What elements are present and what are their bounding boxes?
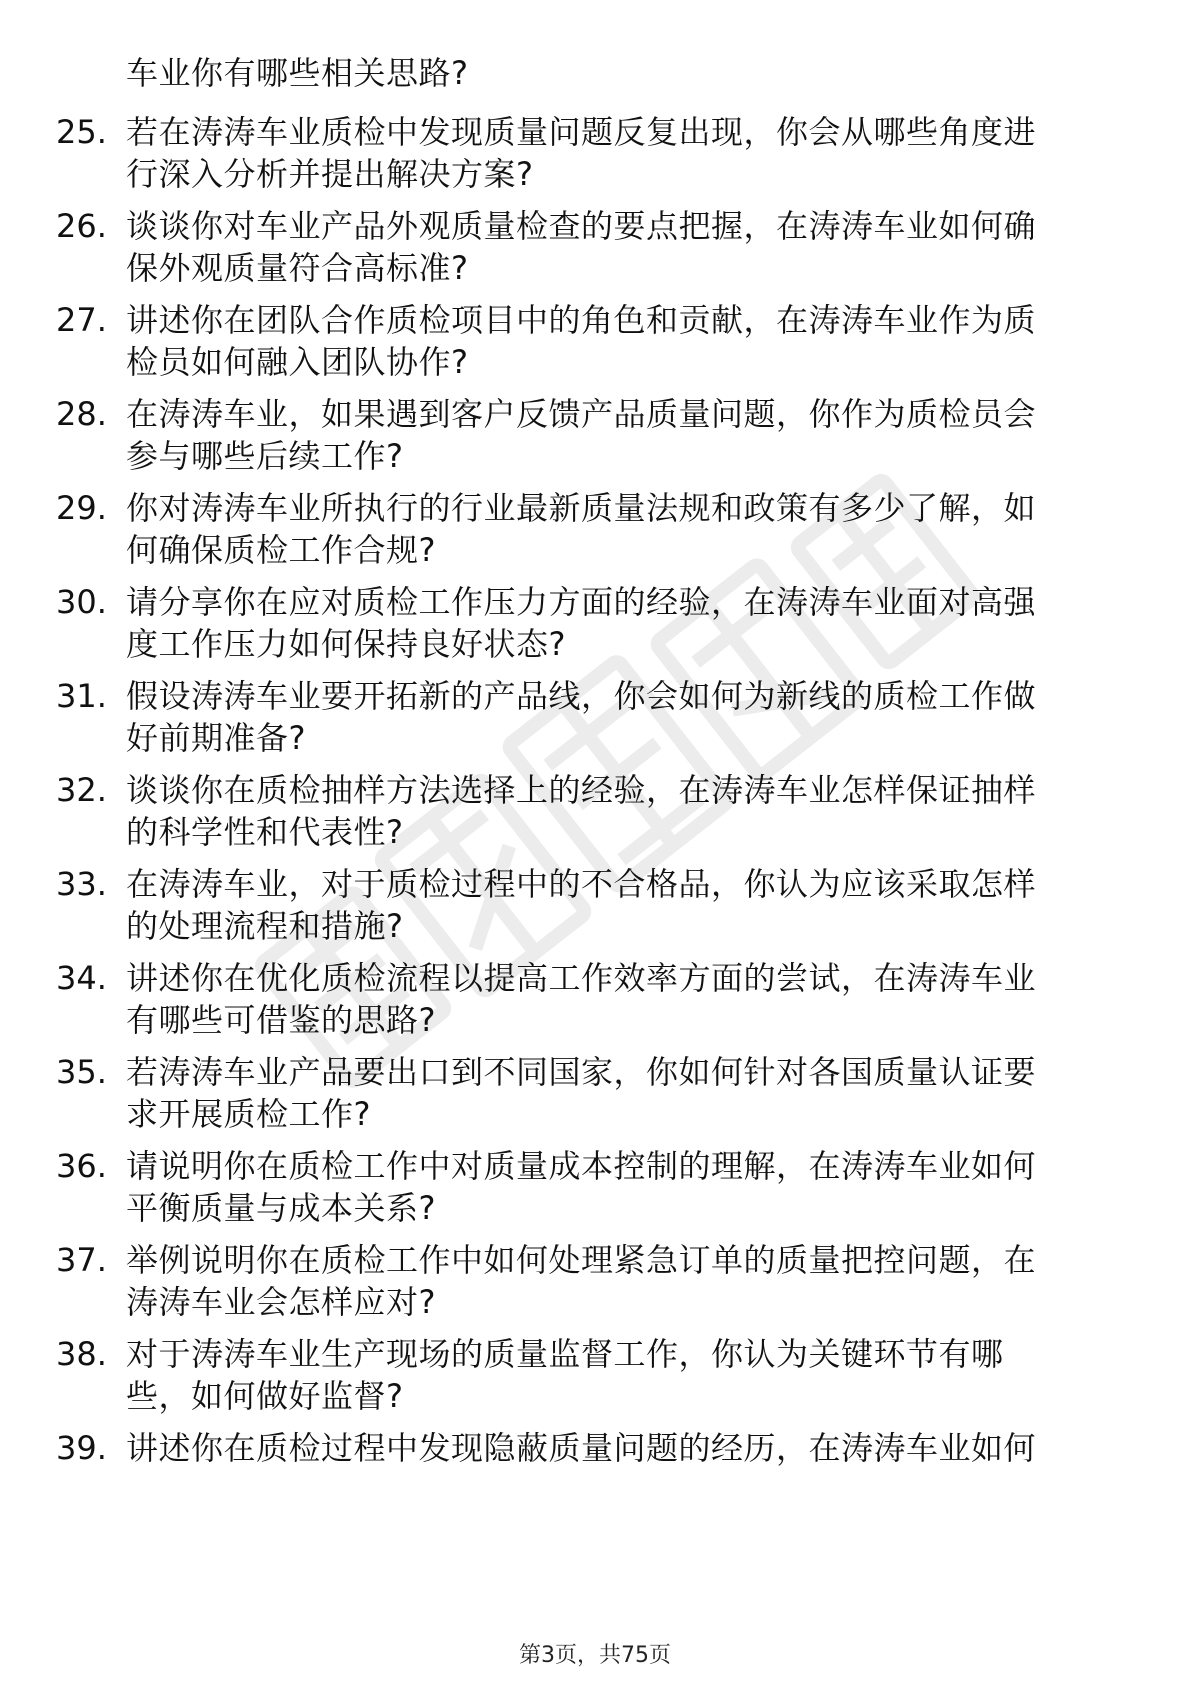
question-item bbox=[56, 957, 1136, 1043]
question-text bbox=[126, 1051, 1136, 1135]
question-line: 谈谈你在质检抽样方法选择上的经验，在涛涛车业怎样保证抽样 bbox=[126, 771, 1037, 809]
question-item bbox=[56, 1051, 1136, 1137]
question-line: 请分享你在应对质检工作压力方面的经验，在涛涛车业面对高强 bbox=[126, 583, 1037, 621]
question-number: 31. bbox=[56, 677, 107, 715]
question-line: 在涛涛车业，对于质检过程中的不合格品，你认为应该采取怎样 bbox=[126, 865, 1037, 903]
question-line: 假设涛涛车业要开拓新的产品线，你会如何为新线的质检工作做 bbox=[126, 677, 1037, 715]
question-line: 好前期准备? bbox=[126, 719, 306, 757]
question-text bbox=[126, 487, 1136, 571]
question-item bbox=[56, 1239, 1136, 1325]
question-line: 行深入分析并提出解决方案? bbox=[126, 155, 534, 193]
question-number: 29. bbox=[56, 489, 107, 527]
question-item bbox=[56, 863, 1136, 949]
question-text bbox=[126, 581, 1136, 665]
question-line: 涛涛车业会怎样应对? bbox=[126, 1283, 436, 1321]
question-text bbox=[126, 205, 1136, 289]
question-line: 讲述你在质检过程中发现隐蔽质量问题的经历，在涛涛车业如何 bbox=[126, 1429, 1037, 1467]
question-line: 何确保质检工作合规? bbox=[126, 531, 436, 569]
question-number: 25. bbox=[56, 113, 107, 151]
question-item bbox=[56, 205, 1136, 291]
question-item bbox=[56, 393, 1136, 479]
page-footer: 第3页，共75页 bbox=[519, 1643, 671, 1668]
question-text bbox=[126, 299, 1136, 383]
question-item bbox=[56, 111, 1136, 197]
question-number: 37. bbox=[56, 1241, 107, 1279]
question-line: 检员如何融入团队协作? bbox=[126, 343, 469, 381]
question-text bbox=[126, 1239, 1136, 1323]
question-number: 26. bbox=[56, 207, 107, 245]
question-number: 34. bbox=[56, 959, 107, 997]
question-item bbox=[56, 1145, 1136, 1231]
question-item bbox=[56, 769, 1136, 855]
question-number: 36. bbox=[56, 1147, 107, 1185]
question-line: 些，如何做好监督? bbox=[126, 1377, 404, 1415]
question-text bbox=[126, 957, 1136, 1041]
question-text bbox=[126, 1333, 1136, 1417]
question-number: 38. bbox=[56, 1335, 107, 1373]
question-line: 度工作压力如何保持良好状态? bbox=[126, 625, 566, 663]
question-line: 参与哪些后续工作? bbox=[126, 437, 404, 475]
question-line: 若在涛涛车业质检中发现质量问题反复出现，你会从哪些角度进 bbox=[126, 113, 1037, 151]
question-line: 你对涛涛车业所执行的行业最新质量法规和政策有多少了解，如 bbox=[126, 489, 1037, 527]
question-item bbox=[56, 1333, 1136, 1419]
question-line: 的处理流程和措施? bbox=[126, 907, 404, 945]
question-line: 保外观质量符合高标准? bbox=[126, 249, 469, 287]
question-line: 在涛涛车业，如果遇到客户反馈产品质量问题，你作为质检员会 bbox=[126, 395, 1037, 433]
question-line: 若涛涛车业产品要出口到不同国家，你如何针对各国质量认证要 bbox=[126, 1053, 1037, 1091]
question-number: 28. bbox=[56, 395, 107, 433]
question-item bbox=[56, 581, 1136, 667]
question-text bbox=[126, 111, 1136, 195]
question-number: 39. bbox=[56, 1429, 107, 1467]
question-line: 有哪些可借鉴的思路? bbox=[126, 1001, 436, 1039]
question-text bbox=[126, 1145, 1136, 1229]
question-number: 35. bbox=[56, 1053, 107, 1091]
question-text bbox=[126, 393, 1136, 477]
question-number: 27. bbox=[56, 301, 107, 339]
question-line: 讲述你在团队合作质检项目中的角色和贡献，在涛涛车业作为质 bbox=[126, 301, 1037, 339]
question-line: 的科学性和代表性? bbox=[126, 813, 404, 851]
question-number: 32. bbox=[56, 771, 107, 809]
continuation-line: 车业你有哪些相关思路? bbox=[126, 54, 469, 92]
question-number: 30. bbox=[56, 583, 107, 621]
question-text bbox=[126, 769, 1136, 853]
question-line: 求开展质检工作? bbox=[126, 1095, 371, 1133]
question-item bbox=[56, 487, 1136, 573]
question-item bbox=[56, 1427, 1136, 1471]
question-line: 举例说明你在质检工作中如何处理紧急订单的质量把控问题，在 bbox=[126, 1241, 1037, 1279]
question-text bbox=[126, 1427, 1136, 1469]
question-line: 请说明你在质检工作中对质量成本控制的理解，在涛涛车业如何 bbox=[126, 1147, 1037, 1185]
question-text bbox=[126, 675, 1136, 759]
question-line: 谈谈你对车业产品外观质量检查的要点把握，在涛涛车业如何确 bbox=[126, 207, 1037, 245]
question-line: 平衡质量与成本关系? bbox=[126, 1189, 436, 1227]
question-text bbox=[126, 863, 1136, 947]
question-item bbox=[56, 299, 1136, 385]
question-line: 讲述你在优化质检流程以提高工作效率方面的尝试，在涛涛车业 bbox=[126, 959, 1037, 997]
question-line: 对于涛涛车业生产现场的质量监督工作，你认为关键环节有哪 bbox=[126, 1335, 1004, 1373]
question-item bbox=[56, 675, 1136, 761]
question-number: 33. bbox=[56, 865, 107, 903]
